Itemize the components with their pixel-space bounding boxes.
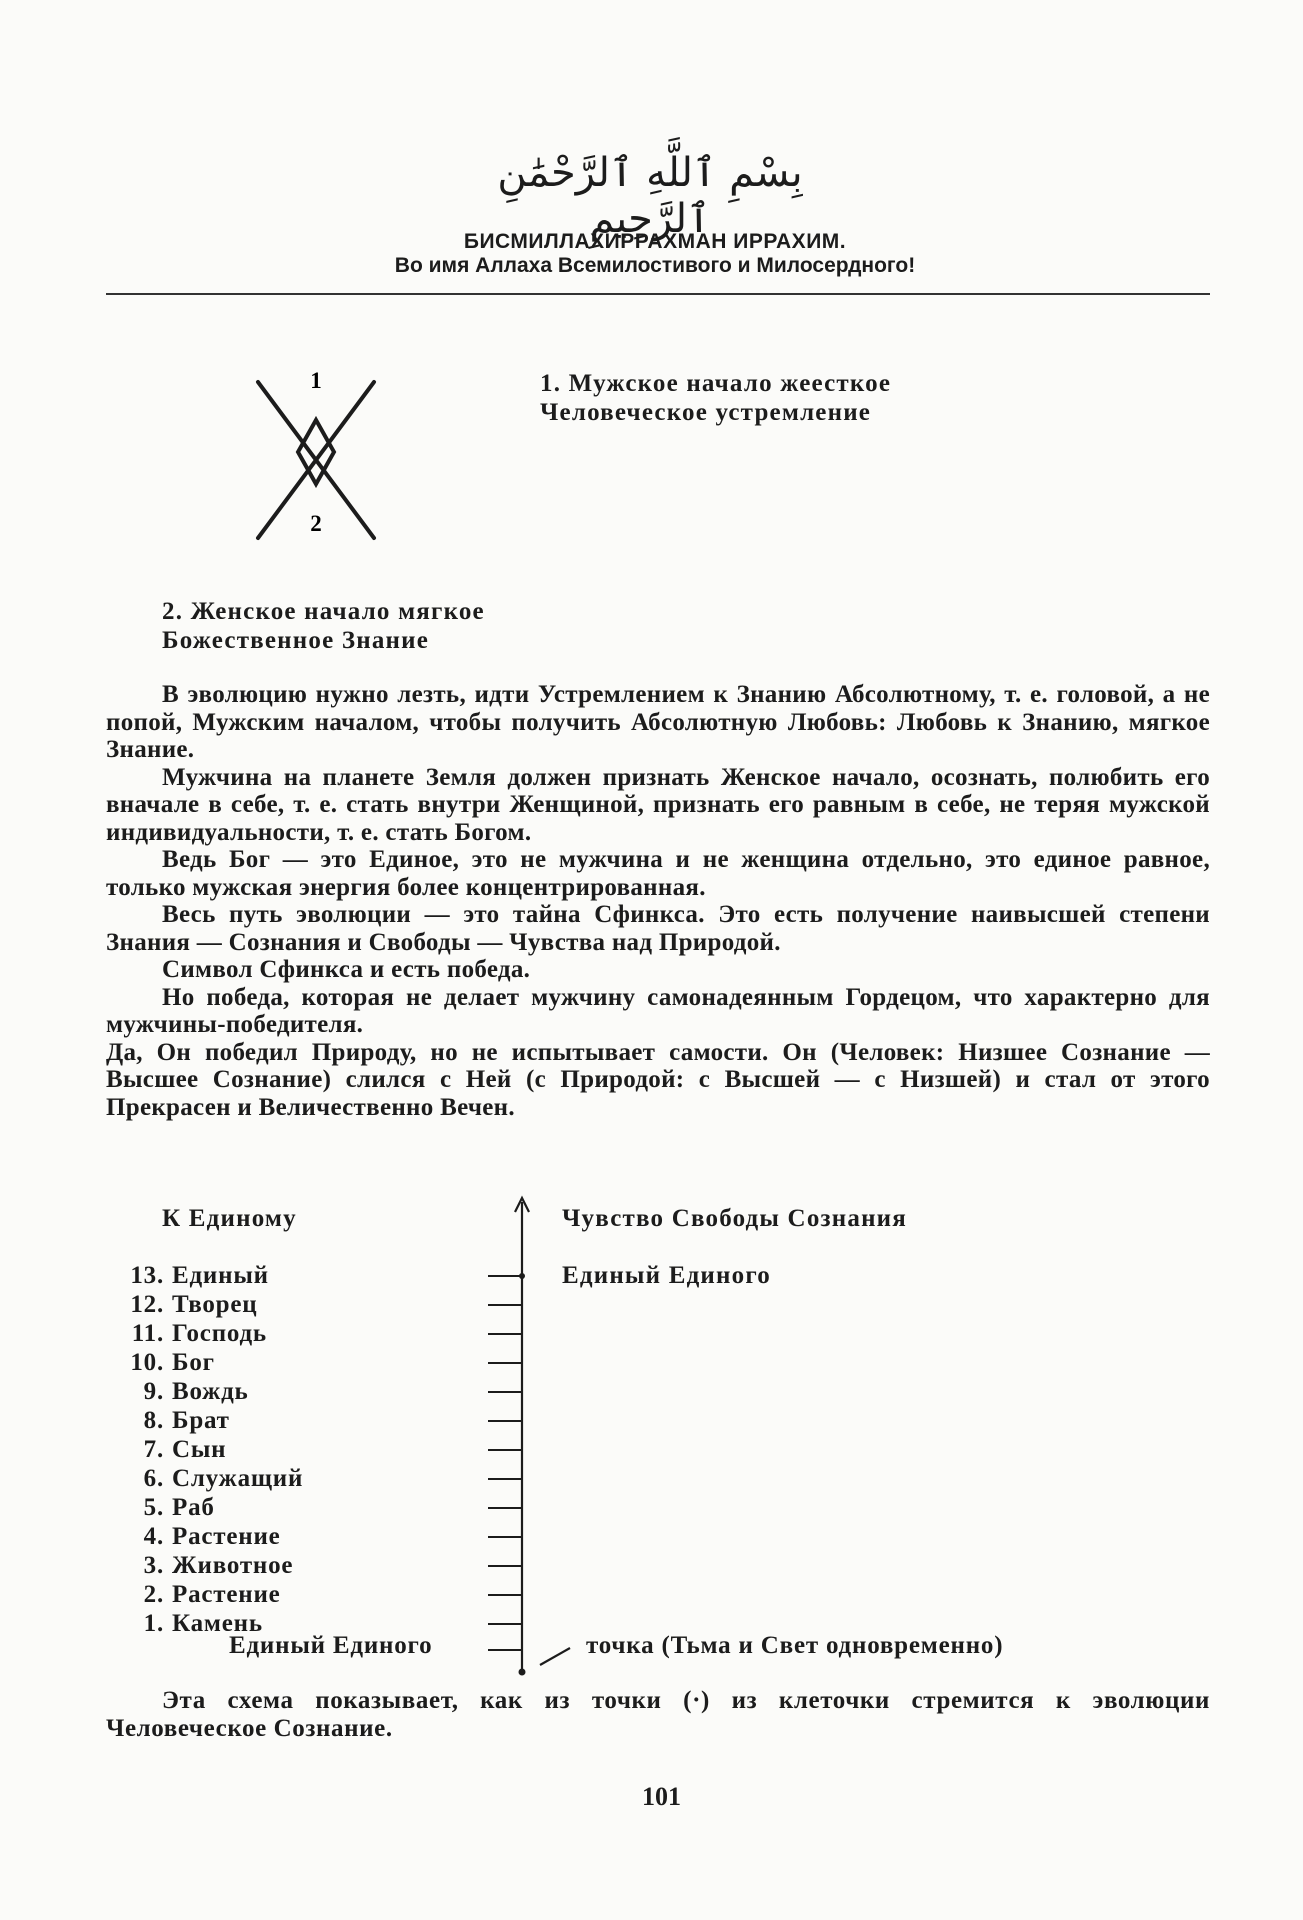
scale-level-item — [106, 1436, 226, 1464]
principle-1-line-1: 1. Мужское начало жеесткое — [540, 370, 892, 397]
scale-level-label: Вождь — [172, 1378, 249, 1405]
paragraph: Да, Он победил Природу, но не испытывает самости. Он (Человек: Низшее Сознание — Высшее Сознание) слился с Ней (с Природой: с Высшей — с Низшей) и стал от этого Прекрасен и Величественно Вечен. — [106, 1038, 1210, 1121]
symbol-label-top: 1 — [310, 368, 322, 393]
bismillah-translation: Во имя Аллаха Всемилостивого и Милосердного! — [394, 254, 916, 277]
scale-level-item — [106, 1523, 281, 1551]
bismillah-transliteration: БИСМИЛЛАХИРРАХМАН ИРРАХИМ. — [463, 230, 847, 253]
principle-2-line-1: 2. Женское начало мягкое — [162, 598, 485, 625]
scale-level-number: 9. — [143, 1378, 164, 1405]
scale-level-label: Раб — [172, 1494, 215, 1521]
paragraph: Весь путь эволюции — это тайна Сфинкса. Это есть получение наивысшей степени Знания — Сознания и Свободы — Чувства над Природой. — [106, 901, 1210, 956]
paragraph: Символ Сфинкса и есть победа. — [162, 956, 531, 983]
scale-level-item — [106, 1320, 267, 1348]
scale-level-label: Растение — [172, 1581, 281, 1608]
scale-level-number: 6. — [143, 1465, 164, 1492]
scale-level-label: Животное — [172, 1552, 294, 1579]
scale-level-item — [106, 1262, 269, 1290]
scale-bottom-right-label: точка (Тьма и Свет одновременно) — [586, 1632, 1004, 1659]
principle-2-line-2: Божественное Знание — [162, 627, 430, 654]
page-number: 101 — [642, 1782, 681, 1811]
scale-level-number: 1. — [143, 1610, 164, 1637]
scale-level-label: Бог — [172, 1349, 215, 1376]
bismillah-calligraphy: بِسْمِ ٱللَّهِ ٱلرَّحْمَٰنِ ٱلرَّحِيمِ — [497, 150, 803, 242]
scale-level-label: Служащий — [172, 1465, 304, 1492]
scale-level-number: 5. — [143, 1494, 164, 1521]
scale-level-number: 8. — [143, 1407, 164, 1434]
scale-level-number: 3. — [143, 1552, 164, 1579]
scale-bottom-left-label: Единый Единого — [229, 1632, 433, 1659]
scale-level-item — [106, 1378, 249, 1406]
body-text — [106, 681, 1210, 1121]
scale-level-number: 7. — [143, 1436, 164, 1463]
paragraph: Ведь Бог — это Единое, это не мужчина и не женщина отдельно, это единое равное, только мужская энергия более концентрированная. — [106, 846, 1210, 901]
scale-level-number: 11. — [131, 1320, 164, 1347]
scale-level-label: Творец — [172, 1291, 258, 1318]
scale-level-number: 4. — [143, 1523, 164, 1550]
paragraph: Мужчина на планете Земля должен признать Женское начало, осознать, полюбить его вначале в себе, т. е. стать внутри Женщиной, признать его равным в себе, не теряя мужской индивидуальности, т. е. стать Богом. — [106, 763, 1210, 846]
scale-level-label: Растение — [172, 1523, 281, 1550]
scale-level-label: Господь — [172, 1320, 267, 1347]
scale-level-item — [106, 1552, 293, 1580]
principle-1-line-2: Человеческое устремление — [540, 399, 872, 426]
symbol-label-bottom: 2 — [310, 511, 322, 536]
scale-left-title: К Единому — [162, 1205, 297, 1232]
scale-level-label: Сын — [172, 1436, 227, 1463]
scale-level-label: Брат — [172, 1407, 230, 1434]
paragraph: Эта схема показывает, как из точки (·) из клеточки стремится к эволюции Человеческое Сознание. — [106, 1687, 1210, 1742]
scale-level-item — [106, 1291, 257, 1319]
scale-level-item — [106, 1349, 215, 1377]
scale-right-title: Чувство Свободы Сознания — [562, 1205, 907, 1232]
scale-level-number: 10. — [130, 1349, 164, 1376]
scale-top-right-label: Единый Единого — [562, 1262, 771, 1289]
scale-level-number: 13. — [130, 1262, 164, 1289]
scale-level-item — [106, 1407, 230, 1435]
scale-level-item — [106, 1465, 303, 1493]
paragraph: Но победа, которая не делает мужчину самонадеянным Гордецом, что характерно для мужчины-победителя. — [106, 983, 1210, 1038]
scale-level-number: 2. — [143, 1581, 164, 1608]
scale-level-item — [106, 1581, 281, 1609]
scale-level-label: Камень — [172, 1610, 263, 1637]
scale-level-label: Единый — [172, 1262, 269, 1289]
closing-text — [106, 1687, 1210, 1743]
scale-level-item — [106, 1494, 215, 1522]
paragraph: В эволюцию нужно лезть, идти Устремлением к Знанию Абсолютному, т. е. головой, а не попой, Мужским началом, чтобы получить Абсолютную Любовь: Любовь к Знанию, мягкое Знание. — [106, 681, 1210, 763]
scale-level-number: 12. — [130, 1291, 164, 1318]
crossed-principles-symbol — [232, 360, 392, 560]
header-divider — [106, 293, 1210, 295]
